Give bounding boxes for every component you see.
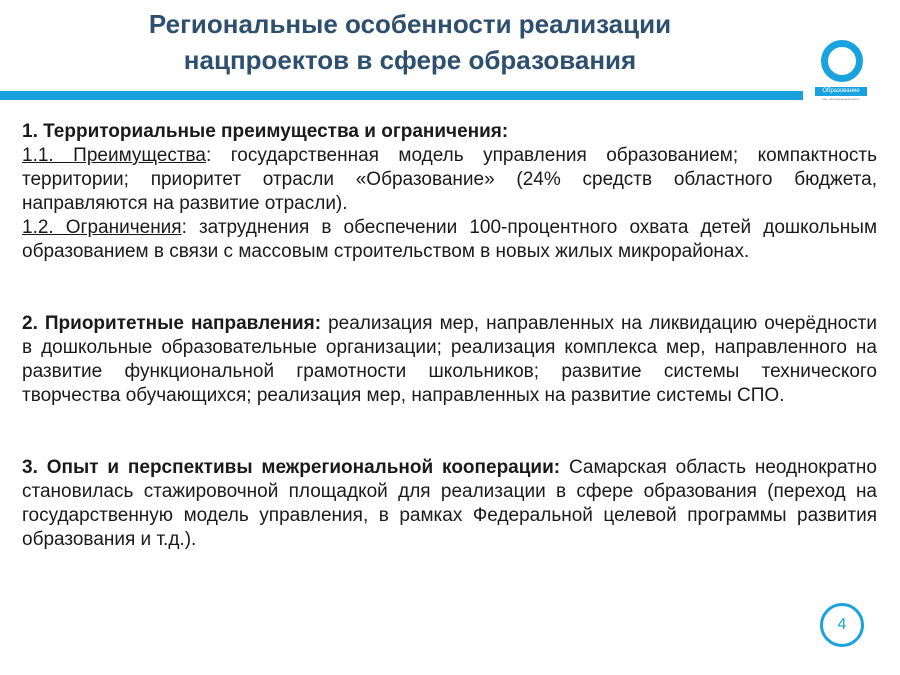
section-1-heading: 1. Территориальные преимущества и ограничения: — [22, 121, 509, 142]
logo-subtitle: нац. национальный проект — [822, 97, 860, 101]
logo-ring-icon — [821, 40, 863, 82]
section-2-paragraph — [22, 312, 877, 408]
section-2-text: реализация мер, направленных на ликвидацию очерёдности в дошкольные образовательные организации; реализация комплекса мер, направленного на развитие функциональной грамотности школьников; развитие системы технического творчества обучающихся; реализация мер, направленных на развитие системы СПО. — [22, 313, 877, 406]
limitations-label: 1.2. Ограничения — [22, 217, 182, 238]
section-3-paragraph — [22, 456, 877, 552]
slide-body — [22, 120, 877, 552]
slide-title-line2: нацпроектов в сфере образования — [183, 45, 637, 75]
advantages-text: : государственная модель управления образованием; компактность территории; приоритет отрасли «Образование» (24% средств областного бюджета, направляются на развитие отрасли). — [22, 145, 877, 214]
page-number-badge: 4 — [820, 603, 864, 647]
section-2-heading: 2. Приоритетные направления: — [22, 313, 322, 334]
limitations-text: : затруднения в обеспечении 100-процентного охвата детей дошкольным образованием в связи с массовым строительством в новых жилых микрорайонах. — [22, 217, 878, 262]
logo-label: Образование — [815, 87, 867, 96]
section-3-heading: 3. Опыт и перспективы межрегиональной кооперации: — [22, 457, 561, 478]
title-underline-bar — [0, 91, 803, 100]
slide-title — [60, 6, 760, 78]
section-1-1-paragraph — [22, 144, 877, 216]
slide-title-line1: Региональные особенности реализации — [148, 9, 672, 39]
spacer — [22, 408, 877, 456]
national-project-logo — [815, 38, 867, 102]
advantages-label: 1.1. Преимущества — [22, 145, 206, 166]
spacer — [22, 264, 877, 312]
section-1-2-paragraph — [22, 216, 877, 264]
section-3-text: Самарская область неоднократно становилась стажировочной площадкой для реализации в сфере образования (переход на государственную модель управления, в рамках Федеральной целевой программы развития образования и т.д.). — [22, 457, 877, 550]
